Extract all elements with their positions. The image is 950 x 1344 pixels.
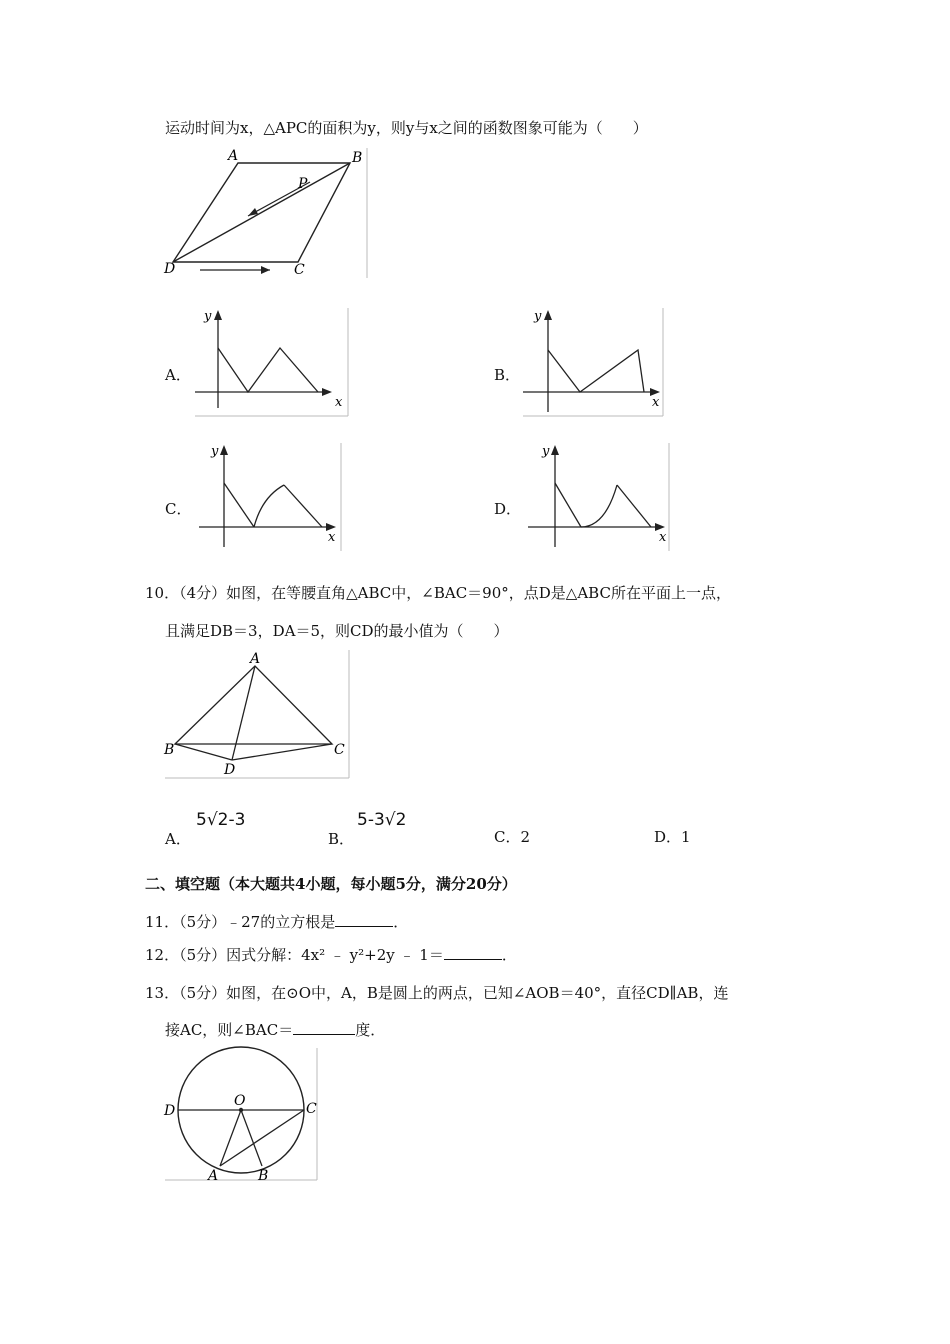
label-c: C (294, 262, 305, 278)
q9-option-c-graph (196, 443, 356, 553)
q9-option-a-label[interactable]: A． (165, 366, 191, 384)
axis-x-label: x (328, 530, 336, 545)
q11-answer-blank[interactable] (335, 912, 393, 927)
q12 (145, 944, 517, 966)
q11-end: ． (393, 913, 409, 931)
q9-option-a-graph (190, 308, 360, 418)
q12-answer-blank[interactable] (444, 945, 502, 960)
q13-line2-start: 接AC，则∠BAC＝ (165, 1021, 294, 1039)
axis-y-label: y (534, 309, 542, 324)
q10-option-c-label: C． (494, 828, 521, 846)
label-b: B (258, 1168, 269, 1184)
label-b: B (352, 150, 363, 166)
q10-line2: 且满足DB＝3，DA＝5，则CD的最小值为（ ） (165, 622, 509, 640)
label-a: A (228, 148, 239, 164)
q13-circle-figure (160, 1048, 325, 1183)
q10-option-d[interactable] (654, 826, 691, 847)
q13-line1: 13．（5分）如图，在⊙O中，A，B是圆上的两点，已知∠AOB＝40°，直径CD∥AB，连 (145, 984, 729, 1002)
q10-option-a-label[interactable]: A． (165, 830, 191, 848)
label-a: A (250, 651, 261, 667)
label-a: A (208, 1168, 219, 1184)
label-c: C (306, 1101, 317, 1117)
q9-stem-tail: 运动时间为x，△APC的面积为y，则y与x之间的函数图象可能为（ ） (165, 119, 648, 137)
q10-triangle-figure (160, 650, 355, 780)
label-c: C (334, 742, 345, 758)
label-d: D (224, 762, 236, 778)
q10-option-b-value: 5-3√2 (357, 810, 407, 830)
q9-option-b-label[interactable]: B． (494, 366, 521, 384)
q9-option-d-label[interactable]: D． (494, 500, 522, 518)
q10-option-c[interactable] (494, 826, 530, 847)
label-p: P (298, 176, 308, 192)
axis-y-label: y (211, 444, 219, 459)
q13-line2 (165, 1019, 385, 1041)
axis-y-label: y (542, 444, 550, 459)
q11-text: 11．（5分）﹣27的立方根是 (145, 913, 336, 931)
axis-y-label: y (204, 309, 212, 324)
q10-option-b-label[interactable]: B． (328, 830, 355, 848)
q9-option-c-label[interactable]: C． (165, 500, 192, 518)
q12-text: 12．（5分）因式分解：4x² ﹣ y²+2y ﹣ 1＝ (145, 946, 444, 964)
label-d: D (164, 1103, 176, 1119)
axis-x-label: x (652, 395, 660, 410)
label-d: D (164, 261, 176, 277)
q9-parallelogram-figure (160, 148, 380, 278)
q10-option-a-value: 5√2-3 (196, 810, 246, 830)
section2-heading: 二、填空题（本大题共4小题，每小题5分，满分20分） (145, 875, 517, 893)
q10-option-d-label: D． (654, 828, 682, 846)
q10-option-c-value: 2 (520, 828, 531, 846)
q9-option-b-graph (518, 308, 668, 418)
q10-option-d-value: 1 (681, 828, 691, 846)
q10-line1: 10．（4分）如图，在等腰直角△ABC中，∠BAC＝90°，点D是△ABC所在平面上一点， (145, 584, 731, 602)
q13-answer-blank[interactable] (293, 1020, 355, 1035)
axis-x-label: x (335, 395, 343, 410)
label-o: O (234, 1093, 246, 1109)
q13-line2-end: 度． (355, 1021, 386, 1039)
axis-x-label: x (659, 530, 667, 545)
label-b: B (164, 742, 175, 758)
q12-end: ． (501, 946, 517, 964)
q9-option-d-graph (525, 443, 685, 553)
q11 (145, 911, 408, 933)
